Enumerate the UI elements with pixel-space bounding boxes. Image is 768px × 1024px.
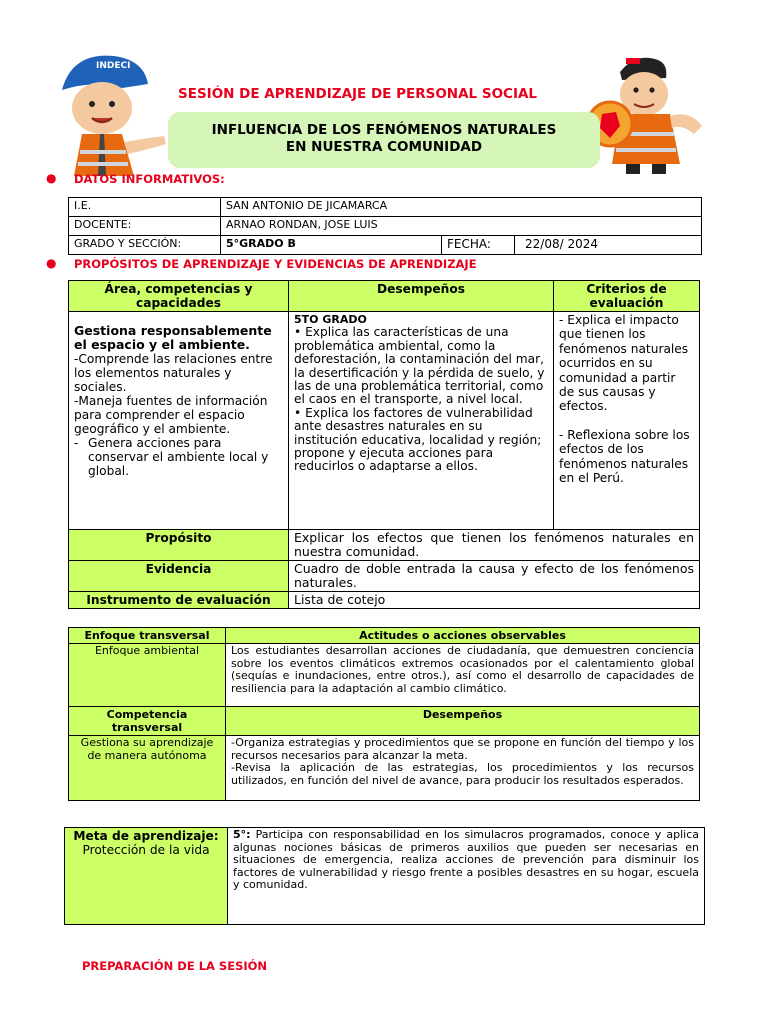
grado-value: 5°GRADO B bbox=[221, 236, 442, 255]
enfoque-value: Enfoque ambiental bbox=[69, 644, 226, 707]
docente-value: ARNAO RONDAN, JOSE LUIS bbox=[221, 217, 702, 236]
grado-text: 5TO GRADO bbox=[294, 313, 367, 326]
desempeno-2: • Explica los factores de vulnerabilidad ante desastres naturales en su institución educativa, localidad y región; propone y ejecuta acciones para reducirlos o adaptarse a ellos. bbox=[294, 405, 542, 474]
meta-table bbox=[64, 827, 705, 925]
col-competencia-header: Competencia transversal bbox=[69, 707, 226, 736]
desempenos-cell bbox=[289, 312, 554, 530]
ie-label: I.E. bbox=[69, 198, 221, 217]
instrumento-value: Lista de cotejo bbox=[289, 592, 700, 609]
instrumento-label: Instrumento de evaluación bbox=[69, 592, 289, 609]
desempenos-transversal-cell bbox=[226, 736, 700, 801]
session-subtitle bbox=[176, 122, 592, 156]
competencias-cell bbox=[69, 312, 289, 530]
propositos-table bbox=[68, 280, 700, 609]
meta-label-cell bbox=[65, 828, 228, 925]
evidencia-label: Evidencia bbox=[69, 561, 289, 592]
col-enfoque-header: Enfoque transversal bbox=[69, 628, 226, 644]
desempeno-transversal-2: -Revisa la aplicación de las estrategias, los procedimientos y los recursos utilizados, en función del nivel de avance, para producir los resultados esperados. bbox=[231, 761, 694, 787]
ie-value: SAN ANTONIO DE JICAMARCA bbox=[221, 198, 702, 217]
col-desempenos-header: Desempeños bbox=[289, 281, 554, 312]
section-preparacion-heading: PREPARACIÓN DE LA SESIÓN bbox=[82, 959, 268, 973]
criterios-cell bbox=[554, 312, 700, 530]
fecha-value: 22/08/ 2024 bbox=[515, 236, 702, 255]
session-title: SESIÓN DE APRENDIZAJE DE PERSONAL SOCIAL bbox=[178, 86, 538, 102]
competencia-transversal-value: Gestiona su aprendizaje de manera autónoma bbox=[69, 736, 226, 801]
meta-text: Participa con responsabilidad en los simulacros programados, conoce y aplica algunas nociones básicas de primeros auxilios que pueden ser necesarias en situaciones de emergencia, realiza acciones de prevención para disminuir los factores de vulnerabilidad y riesgo frente a posibles desastres en su hogar, escuela y comunidad. bbox=[233, 828, 699, 891]
capacidad-3-item bbox=[74, 436, 283, 478]
indeci-cap-logo: INDECI bbox=[96, 61, 131, 71]
mascot-boy-illustration bbox=[52, 50, 178, 176]
grado-label: GRADO Y SECCIÓN: bbox=[69, 236, 221, 255]
mascot-man-illustration bbox=[586, 54, 714, 178]
subtitle-line-1: INFLUENCIA DE LOS FENÓMENOS NATURALES bbox=[211, 122, 557, 138]
capacidad-2: -Maneja fuentes de información para comprender el espacio geográfico y el ambiente. bbox=[74, 394, 268, 436]
col-actitudes-header: Actitudes o acciones observables bbox=[226, 628, 700, 644]
desempeno-transversal-1: -Organiza estrategias y procedimientos que se propone en función del tiempo y los recursos necesarios para alcanzar la meta. bbox=[231, 736, 694, 762]
criterio-1: - Explica el impacto que tienen los fenómenos naturales ocurridos en su comunidad a partir de sus causas y efectos. bbox=[559, 313, 689, 414]
meta-value: Protección de la vida bbox=[82, 843, 210, 857]
section-datos-heading: DATOS INFORMATIVOS: bbox=[74, 172, 225, 186]
col-criterios-header: Criterios de evaluación bbox=[554, 281, 700, 312]
criterio-2: - Reflexiona sobre los efectos de los fenómenos naturales en el Perú. bbox=[559, 427, 690, 486]
competencia-text: Gestiona responsablemente el espacio y el ambiente. bbox=[74, 323, 272, 352]
dash-icon: - bbox=[74, 436, 79, 450]
bullet-icon: ● bbox=[46, 256, 57, 270]
meta-text-cell bbox=[228, 828, 705, 925]
proposito-value: Explicar los efectos que tienen los fenómenos naturales en nuestra comunidad. bbox=[289, 530, 700, 561]
proposito-label: Propósito bbox=[69, 530, 289, 561]
desempeno-1: • Explica las características de una problemática ambiental, como la deforestación, la contaminación del mar, la desertificación y la pérdida de suelo, y las de una problemática territorial, como el caos en el transporte, a nivel local. bbox=[294, 325, 545, 407]
info-table bbox=[68, 197, 702, 255]
capacidad-3: Genera acciones para conservar el ambiente local y global. bbox=[88, 436, 269, 478]
section-propositos-heading: PROPÓSITOS DE APRENDIZAJE Y EVIDENCIAS DE APRENDIZAJE bbox=[74, 257, 477, 271]
docente-label: DOCENTE: bbox=[69, 217, 221, 236]
subtitle-line-2: EN NUESTRA COMUNIDAD bbox=[285, 139, 483, 155]
meta-grade: 5°: bbox=[233, 828, 251, 841]
col-area-header: Área, competencias y capacidades bbox=[69, 281, 289, 312]
fecha-label: FECHA: bbox=[442, 236, 515, 255]
enfoque-table bbox=[68, 627, 700, 801]
capacidad-1: -Comprende las relaciones entre los elementos naturales y sociales. bbox=[74, 352, 273, 394]
evidencia-value: Cuadro de doble entrada la causa y efecto de los fenómenos naturales. bbox=[289, 561, 700, 592]
col-desempenos-transversal-header: Desempeños bbox=[226, 707, 700, 736]
actitudes-value: Los estudiantes desarrollan acciones de ciudadanía, que demuestren conciencia sobre los eventos climáticos extremos ocasionados por el calentamiento global (sequías e inundaciones, entre otros.), así como el desarrollo de capacidades de resiliencia para la adaptación al cambio climático. bbox=[226, 644, 700, 707]
bullet-icon: ● bbox=[46, 171, 57, 185]
meta-label: Meta de aprendizaje: bbox=[73, 829, 219, 843]
